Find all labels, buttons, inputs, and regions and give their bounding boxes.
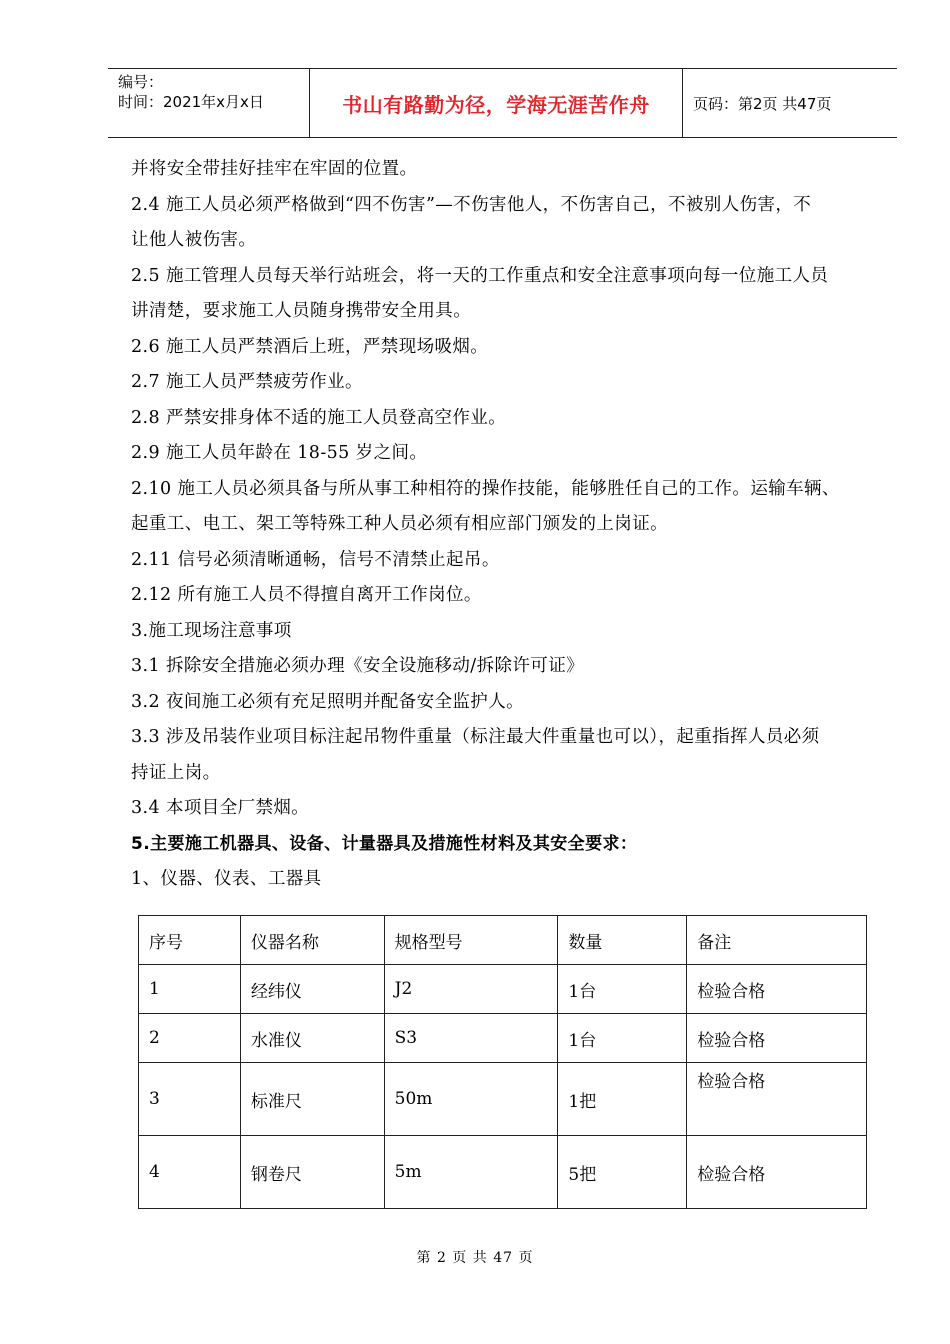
- subsection-title: 1、仪器、仪表、工器具: [131, 869, 322, 889]
- table-cell: 1把: [558, 1063, 687, 1136]
- instruments-table: [138, 915, 867, 1209]
- text-line: 2.10 施工人员必须具备与所从事工种相符的操作技能，能够胜任自己的工作。运输车辆、: [131, 478, 840, 499]
- number-label: 编号：: [118, 73, 164, 91]
- text-line: 2.7 施工人员严禁疲劳作业。: [131, 372, 363, 392]
- text-line: 2.9 施工人员年龄在 18-55 岁之间。: [131, 443, 428, 463]
- section-title: 3.施工现场注意事项: [131, 620, 292, 641]
- table-cell: 钢卷尺: [240, 1136, 384, 1209]
- table-cell: 3: [139, 1063, 241, 1136]
- text-line: 3.3 涉及吊装作业项目标注起吊物件重量（标注最大件重量也可以），起重指挥人员必须: [131, 727, 820, 747]
- section-heading: 5.主要施工机器具、设备、计量器具及措施性材料及其安全要求：: [131, 833, 638, 854]
- header-cell-quantity: 数量: [558, 916, 687, 965]
- text-line: 2.8 严禁安排身体不适的施工人员登高空作业。: [131, 407, 507, 428]
- text-line: 讲清楚，要求施工人员随身携带安全用具。: [131, 301, 472, 321]
- header-cell-model: 规格型号: [384, 916, 558, 965]
- table-cell: 检验合格: [687, 1014, 867, 1063]
- table-row: [139, 1014, 867, 1063]
- text-line: 3.4 本项目全厂禁烟。: [131, 798, 310, 818]
- table-row: [139, 1063, 867, 1136]
- table-cell: 1: [139, 965, 241, 1014]
- table-cell: 1台: [558, 965, 687, 1014]
- header-cell-index: 序号: [139, 916, 241, 965]
- table-cell: 检验合格: [687, 1063, 867, 1136]
- text-line: 2.11 信号必须清晰通畅，信号不清禁止起吊。: [131, 549, 500, 570]
- text-line: 3.2 夜间施工必须有充足照明并配备安全监护人。: [131, 691, 524, 712]
- header-cell-name: 仪器名称: [240, 916, 384, 965]
- table-cell: 4: [139, 1136, 241, 1209]
- time-label: 时间：2021年x月x日: [118, 93, 264, 111]
- table-cell: 2: [139, 1014, 241, 1063]
- table-cell: 检验合格: [687, 965, 867, 1014]
- document-body: [131, 152, 881, 898]
- table-cell: 检验合格: [687, 1136, 867, 1209]
- text-line: 2.12 所有施工人员不得擅自离开工作岗位。: [131, 585, 482, 605]
- header-page-info: 页码：第2页 共47页: [693, 94, 832, 113]
- page-footer: 第 2 页 共 47 页: [416, 1250, 534, 1266]
- table-cell: 5把: [558, 1136, 687, 1209]
- text-line: 并将安全带挂好挂牢在牢固的位置。: [131, 159, 418, 179]
- table-cell: 50m: [384, 1063, 558, 1136]
- text-line: 起重工、电工、架工等特殊工种人员必须有相应部门颁发的上岗证。: [131, 514, 668, 534]
- table-row: [139, 1136, 867, 1209]
- table-row: [139, 965, 867, 1014]
- text-line: 让他人被伤害。: [131, 230, 257, 250]
- text-line: 2.5 施工管理人员每天举行站班会，将一天的工作重点和安全注意事项向每一位施工人员: [131, 265, 829, 286]
- table-header-row: [139, 916, 867, 965]
- text-line: 2.6 施工人员严禁酒后上班，严禁现场吸烟。: [131, 336, 489, 357]
- table-cell: 经纬仪: [240, 965, 384, 1014]
- text-line: 2.4 施工人员必须严格做到“四不伤害”—不伤害他人，不伤害自己，不被别人伤害，不: [131, 194, 812, 215]
- header-cell-remark: 备注: [687, 916, 867, 965]
- text-line: 持证上岗。: [131, 762, 221, 783]
- table-cell: 5m: [384, 1136, 558, 1209]
- table-cell: 标准尺: [240, 1063, 384, 1136]
- text-line: 3.1 拆除安全措施必须办理《安全设施移动/拆除许可证》: [131, 656, 584, 676]
- table-cell: 水准仪: [240, 1014, 384, 1063]
- header-meta: [108, 69, 310, 137]
- table-cell: 1台: [558, 1014, 687, 1063]
- header-motto: 书山有路勤为径，学海无涯苦作舟: [310, 69, 683, 137]
- table-cell: J2: [384, 965, 558, 1014]
- page-header: [108, 68, 897, 138]
- table-cell: S3: [384, 1014, 558, 1063]
